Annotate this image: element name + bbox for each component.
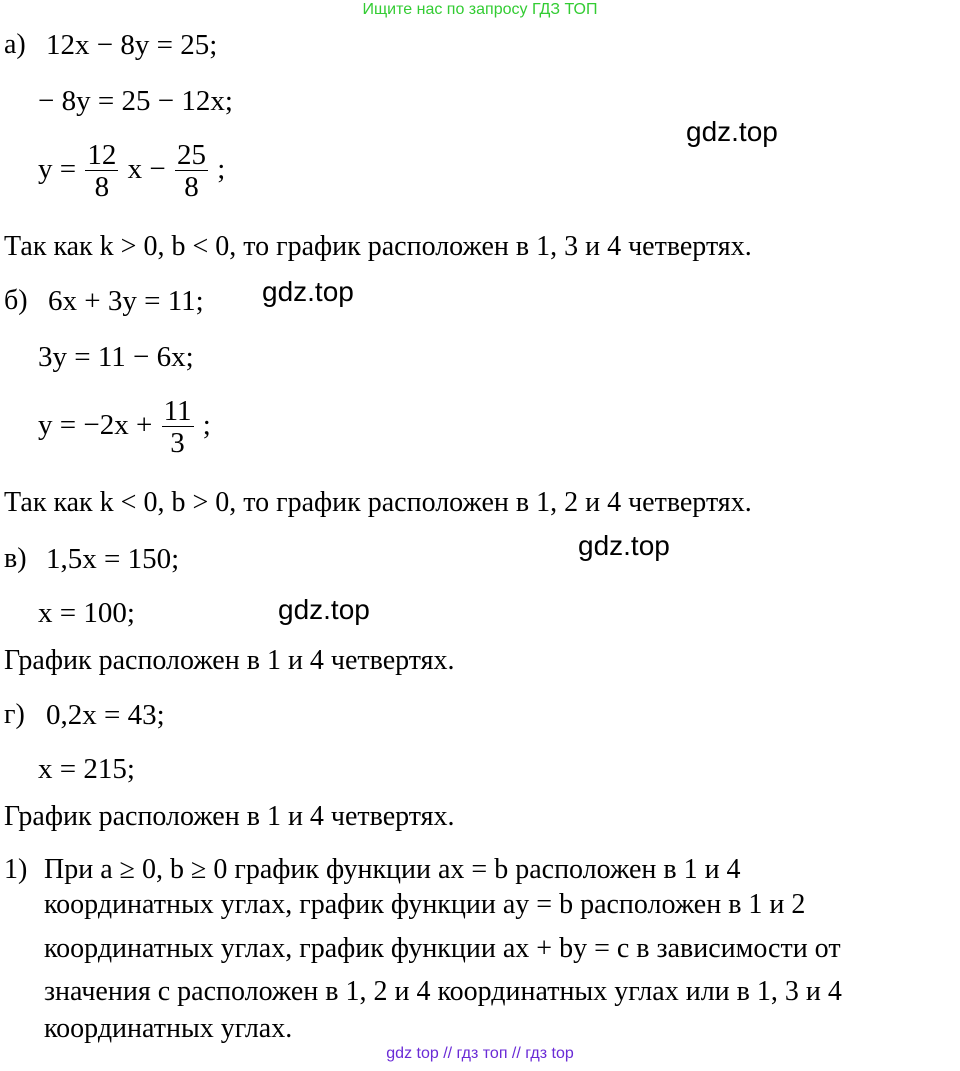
note-line-5: координатных углах. bbox=[44, 1013, 293, 1044]
part-a-eq2: − 8y = 25 − 12x; bbox=[38, 85, 233, 117]
note-label: 1) bbox=[4, 854, 28, 885]
part-b-eq1: 6x + 3y = 11; bbox=[48, 285, 204, 317]
part-a-eq3-frac1-den: 8 bbox=[85, 170, 118, 203]
part-b-eq3-frac-den: 3 bbox=[162, 426, 194, 459]
note-line-2: координатных углах, график функции ay = b расположен в 1 и 2 bbox=[44, 889, 806, 920]
bottom-banner: gdz top // гдз топ // гдз top bbox=[386, 1045, 574, 1062]
part-g-label: г) bbox=[4, 699, 25, 730]
part-a-label: а) bbox=[4, 29, 26, 60]
part-a-eq3 bbox=[38, 140, 225, 203]
note-line-1: При a ≥ 0, b ≥ 0 график функции ax = b расположен в 1 и 4 bbox=[44, 854, 741, 885]
part-v-conclusion: График расположен в 1 и 4 четвертях. bbox=[4, 645, 455, 676]
part-b-eq3-lhs: y = −2x + bbox=[38, 409, 153, 442]
part-a-eq3-frac2-num: 25 bbox=[176, 139, 206, 171]
part-a-eq3-frac2-den: 8 bbox=[175, 170, 208, 203]
part-v-eq1: 1,5x = 150; bbox=[46, 543, 180, 575]
part-v-eq2: x = 100; bbox=[38, 597, 135, 629]
part-a-eq3-mid: x − bbox=[127, 153, 166, 186]
part-b-conclusion: Так как k < 0, b > 0, то график расположен в 1, 2 и 4 четвертях. bbox=[4, 487, 752, 518]
note-line-3: координатных углах, график функции ax + by = c в зависимости от bbox=[44, 933, 841, 964]
watermark-2: gdz.top bbox=[262, 276, 354, 307]
part-b-eq3 bbox=[38, 396, 211, 459]
part-b-eq3-frac-num: 11 bbox=[163, 395, 192, 427]
part-a-eq3-lhs: y = bbox=[38, 153, 77, 186]
part-a-eq3-frac1-num: 12 bbox=[87, 139, 117, 171]
part-b-eq2: 3y = 11 − 6x; bbox=[38, 341, 194, 373]
part-a-eq3-frac2 bbox=[175, 140, 208, 203]
top-banner: Ищите нас по запросу ГДЗ ТОП bbox=[362, 1, 598, 18]
part-b-eq3-end: ; bbox=[202, 409, 211, 442]
part-a-conclusion: Так как k > 0, b < 0, то график расположен в 1, 3 и 4 четвертях. bbox=[4, 231, 752, 262]
part-g-eq2: x = 215; bbox=[38, 753, 135, 785]
part-a-eq3-end: ; bbox=[217, 153, 226, 186]
part-v-label: в) bbox=[4, 543, 27, 574]
part-g-eq1: 0,2x = 43; bbox=[46, 699, 165, 731]
watermark-3: gdz.top bbox=[578, 530, 670, 561]
note-line-4: значения c расположен в 1, 2 и 4 координатных углах или в 1, 3 и 4 bbox=[44, 976, 842, 1007]
part-b-eq3-frac bbox=[162, 396, 194, 459]
part-a-eq1: 12x − 8y = 25; bbox=[46, 29, 218, 61]
part-g-conclusion: График расположен в 1 и 4 четвертях. bbox=[4, 801, 455, 832]
part-b-label: б) bbox=[4, 285, 28, 316]
part-a-eq3-frac1 bbox=[85, 140, 118, 203]
watermark-1: gdz.top bbox=[686, 116, 778, 147]
watermark-4: gdz.top bbox=[278, 594, 370, 625]
